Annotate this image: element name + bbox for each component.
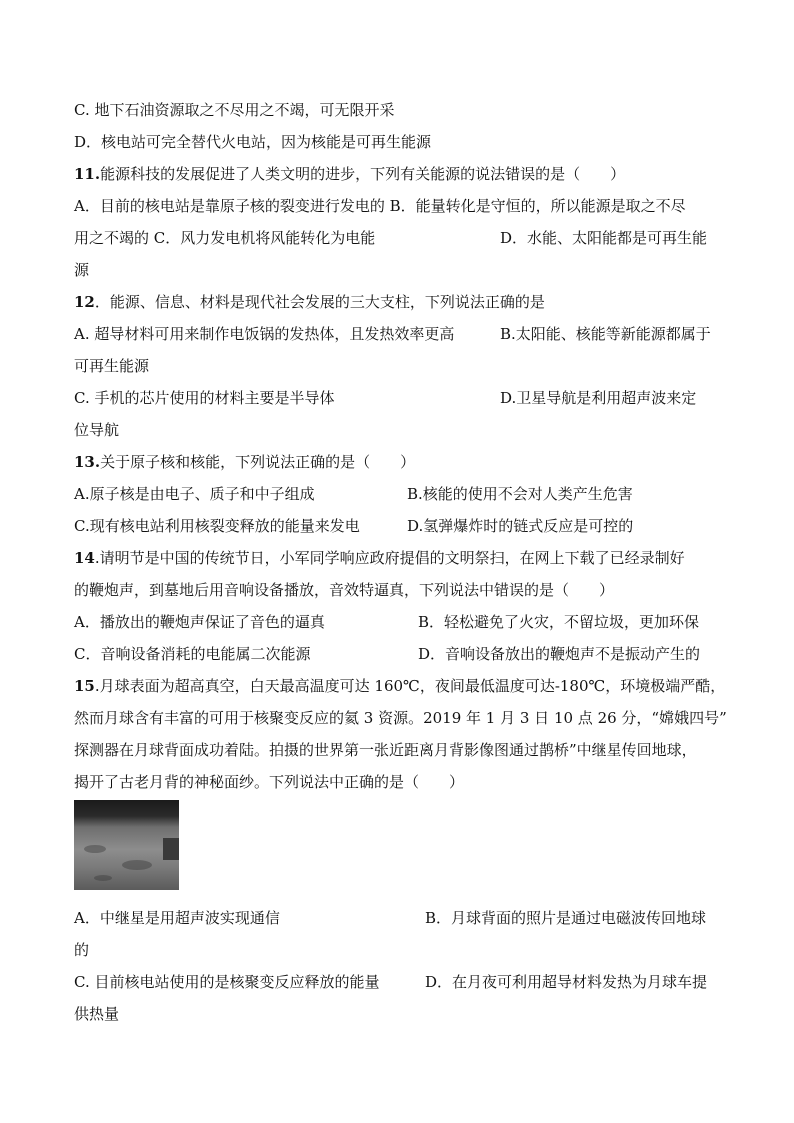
q12-option-c: C. 手机的芯片使用的材料主要是半导体 (74, 389, 335, 407)
question-text: .月球表面为超高真空，白天最高温度可达 160℃，夜间最低温度可达-180℃，环境极端严酷， (94, 677, 726, 695)
q11-stem (74, 164, 625, 184)
q10-option-d: D．核电站可完全替代火电站，因为核能是可再生能源 (74, 133, 432, 151)
q11-option-d: D．水能、太阳能都是可再生能 (500, 229, 708, 247)
q11-options-line2: 用之不竭的 C．风力发电机将风能转化为电能 (74, 229, 376, 247)
q13-option-a: A.原子核是由电子、质子和中子组成 (74, 485, 315, 503)
q12-option-a: A. 超导材料可用来制作电饭锅的发热体，且发热效率更高 (74, 325, 455, 343)
q13-option-c: C.现有核电站利用核裂变释放的能量来发电 (74, 517, 360, 535)
q14-stem (74, 548, 685, 568)
q15-option-c: C. 目前核电站使用的是核聚变反应释放的能量 (74, 973, 380, 991)
q13-option-d: D.氢弹爆炸时的链式反应是可控的 (407, 517, 634, 535)
q12-stem (74, 292, 545, 312)
q14-option-d: D．音响设备放出的鞭炮声不是振动产生的 (418, 645, 701, 663)
q15-stem-line2: 然而月球含有丰富的可用于核聚变反应的氦 3 资源。2019 年 1 月 3 日 10 点 26 分，“嫦娥四号” (74, 709, 727, 727)
question-number: 12 (74, 293, 95, 311)
q13-option-b: B.核能的使用不会对人类产生危害 (407, 485, 633, 503)
question-text: .请明节是中国的传统节日，小军同学响应政府提倡的文明祭扫，在网上下载了已经录制好 (94, 549, 685, 567)
q12-option-b: B.太阳能、核能等新能源都属于 (500, 325, 711, 343)
question-number: 15 (74, 677, 95, 695)
q15-option-d-cont: 供热量 (74, 1005, 120, 1023)
q15-option-d: D．在月夜可利用超导材料发热为月球车提 (425, 973, 708, 991)
question-text: 能源科技的发展促进了人类文明的进步，下列有关能源的说法错误的是（ ） (100, 165, 626, 183)
q14-option-a: A．播放出的鞭炮声保证了音色的逼真 (74, 613, 325, 631)
question-number: 13. (74, 453, 101, 471)
q10-option-c: C. 地下石油资源取之不尽用之不竭，可无限开采 (74, 101, 395, 119)
q14-option-c: C．音响设备消耗的电能属二次能源 (74, 645, 311, 663)
q11-options-line3: 源 (74, 261, 90, 279)
q11-options-line1: A．目前的核电站是靠原子核的裂变进行发电的 B．能量转化是守恒的，所以能源是取之不尽 (74, 197, 686, 215)
rover-part (163, 838, 179, 860)
q15-option-a: A．中继星是用超声波实现通信 (74, 909, 280, 927)
q13-stem (74, 452, 415, 472)
question-text: ．能源、信息、材料是现代社会发展的三大支柱，下列说法正确的是 (94, 293, 545, 311)
q15-option-b: B．月球背面的照片是通过电磁波传回地球 (425, 909, 707, 927)
q12-option-d-cont: 位导航 (74, 421, 120, 439)
q12-option-d: D.卫星导航是利用超声波来定 (500, 389, 697, 407)
q12-option-b-cont: 可再生能源 (74, 357, 150, 375)
question-text: 关于原子核和核能，下列说法正确的是（ ） (100, 453, 416, 471)
q15-stem-line4: 揭开了古老月背的神秘面纱。下列说法中正确的是（ ） (74, 773, 465, 791)
q15-stem (74, 676, 725, 696)
question-number: 11. (74, 165, 101, 183)
question-number: 14 (74, 549, 95, 567)
q14-stem-cont: 的鞭炮声，到墓地后用音响设备播放，音效特逼真，下列说法中错误的是（ ） (74, 581, 615, 599)
moon-far-side-image (74, 800, 179, 890)
q14-option-b: B．轻松避免了火灾，不留垃圾，更加环保 (418, 613, 700, 631)
q15-option-b-cont: 的 (74, 941, 90, 959)
q15-stem-line3: 探测器在月球背面成功着陆。拍摄的世界第一张近距离月背影像图通过鹊桥”中继星传回地球， (74, 741, 697, 759)
